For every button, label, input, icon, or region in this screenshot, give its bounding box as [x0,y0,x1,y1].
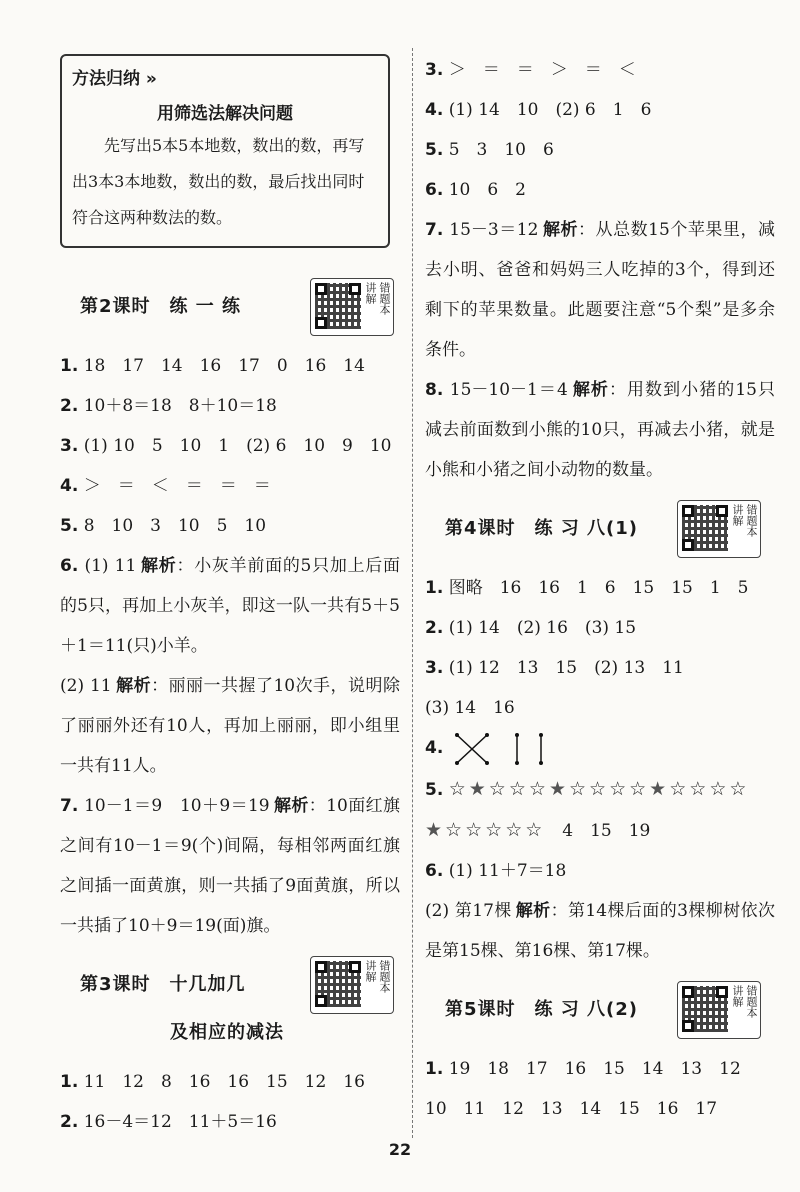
empty-star-icon: ☆ [445,818,466,841]
filled-star-icon: ★ [649,777,670,800]
answer-line: (3) 14 16 [425,698,515,718]
filled-star-icon: ★ [548,777,569,800]
answer-line-q5-cont: ★☆☆☆☆☆ 4 15 19 [425,818,651,841]
lesson-title: 第4课时 练 习 八(1) [445,518,639,539]
empty-star-icon: ☆ [589,777,610,800]
answer-paragraph: 8. 15－10－1＝4 解析：用数到小猪的15只减去前面数到小熊的10只，再减去小猪，就是小熊和小猪之间小动物的数量。 [425,380,776,480]
lesson-title: 第5课时 练 习 八(2) [445,998,639,1020]
qr-label: 讲解 错题本 [364,282,391,315]
empty-star-icon: ☆ [709,777,730,800]
answer-line: 2. (1) 14 (2) 16 (3) 15 [425,618,637,638]
lesson-title: 第2课时 练 一 练 [80,296,242,317]
qr-code[interactable] [310,278,394,336]
answer-line-q4: 4. [425,728,775,769]
answer-line: 3. (1) 10 5 10 1 (2) 6 10 9 10 [60,436,392,456]
method-title: 方法归纳 » [72,69,157,89]
qr-code[interactable] [677,981,761,1039]
empty-star-icon: ☆ [508,777,529,800]
answer-paragraph: 7. 15－3＝12 解析：从总数15个苹果里，减去小明、爸爸和妈妈三人吃掉的3个，得到还剩下的苹果数量。此题要注意“5个梨”是多余条件。 [425,220,775,360]
empty-star-icon: ☆ [465,818,486,841]
lesson-3-header [60,956,400,1056]
empty-star-icon: ☆ [689,777,710,800]
answer-line: 4. (1) 14 10 (2) 6 1 6 [425,100,652,120]
lesson-5-header [425,981,775,1043]
answer-line: 2. 10＋8＝18 8＋10＝18 [60,396,277,416]
lesson-title-line2: 及相应的减法 [170,1022,284,1043]
qr-code[interactable] [677,500,761,558]
empty-star-icon: ☆ [505,818,526,841]
answer-line: 3. ＞ ＝ ＝ ＞ ＝ ＜ [425,60,636,80]
answer-line: 1. 18 17 14 16 17 0 16 14 [60,356,365,376]
empty-star-icon: ☆ [528,777,549,800]
line-drawing-figure [449,729,559,769]
answer-paragraph: (2) 11 解析：丽丽一共握了10次手，说明除了丽丽外还有10人，再加上丽丽，即小组里一共有11人。 [60,676,400,776]
method-summary-box [60,54,390,248]
answer-line: 1. 19 18 17 16 15 14 13 12 [425,1058,741,1079]
lesson-title: 第3课时 十几加几 [80,974,246,995]
answer-line: 4. ＞ ＝ ＜ ＝ ＝ ＝ [60,476,271,496]
filled-star-icon: ★ [468,777,489,800]
page-number: 22 [388,1140,412,1159]
qr-code[interactable] [310,956,394,1014]
qr-label: 讲解 错题本 [364,960,391,993]
right-column [425,50,775,1129]
filled-star-icon: ★ [425,818,446,841]
empty-star-icon: ☆ [448,777,469,800]
answer-paragraph: 6. (1) 11 解析：小灰羊前面的5只加上后面的5只，再加上小灰羊，即这一队一共有5＋5＋1＝11(只)小羊。 [60,556,400,656]
lesson-2-header [60,278,400,340]
star-row [448,777,750,800]
answer-line: 1. 11 12 8 16 16 15 12 16 [60,1072,365,1092]
answer-line: 10 11 12 13 14 15 16 17 [425,1098,718,1119]
answer-paragraph: (2) 第17棵 解析：第14棵后面的3棵柳树依次是第15棵、第16棵、第17棵。 [425,900,775,961]
empty-star-icon: ☆ [488,777,509,800]
method-text: 先写出5本5本地数，数出的数，再写出3本3本地数，数出的数，最后找出同时符合这两种数法的数。 [72,136,365,227]
empty-star-icon: ☆ [568,777,590,800]
empty-star-icon: ☆ [609,777,630,800]
method-subtitle: 用筛选法解决问题 [157,104,293,124]
answer-line: 5. 5 3 10 6 [425,140,554,160]
answer-line: 3. (1) 12 13 15 (2) 13 11 [425,658,684,678]
answer-line: 6. 10 6 2 [425,180,526,200]
answer-line-q5: 5. ☆★☆☆☆★☆☆☆☆★☆☆☆☆ [425,777,750,800]
qr-label: 讲解 错题本 [731,984,758,1018]
answer-line: 1. 图略 16 16 1 6 15 15 1 5 [425,578,749,598]
answer-paragraph: 7. 10－1＝9 10＋9＝19 解析：10面红旗之间有10－1＝9(个)间隔，每相邻两面红旗之间插一面黄旗，则一共插了9面黄旗，所以一共插了10＋9＝19(面)旗。 [60,796,401,936]
empty-star-icon: ☆ [669,777,690,800]
answer-line: 5. 8 10 3 10 5 10 [60,516,267,536]
empty-star-icon: ☆ [525,818,546,841]
left-column [60,50,400,1142]
empty-star-icon: ☆ [729,777,750,800]
lesson-4-header [425,500,775,562]
column-divider [412,48,413,1138]
empty-star-icon: ☆ [485,818,506,841]
answer-line: 2. 16－4＝12 11＋5＝16 [60,1112,277,1132]
qr-label: 讲解 错题本 [731,504,758,537]
empty-star-icon: ☆ [629,777,650,800]
answer-line: 6. (1) 11＋7＝18 [425,860,567,881]
